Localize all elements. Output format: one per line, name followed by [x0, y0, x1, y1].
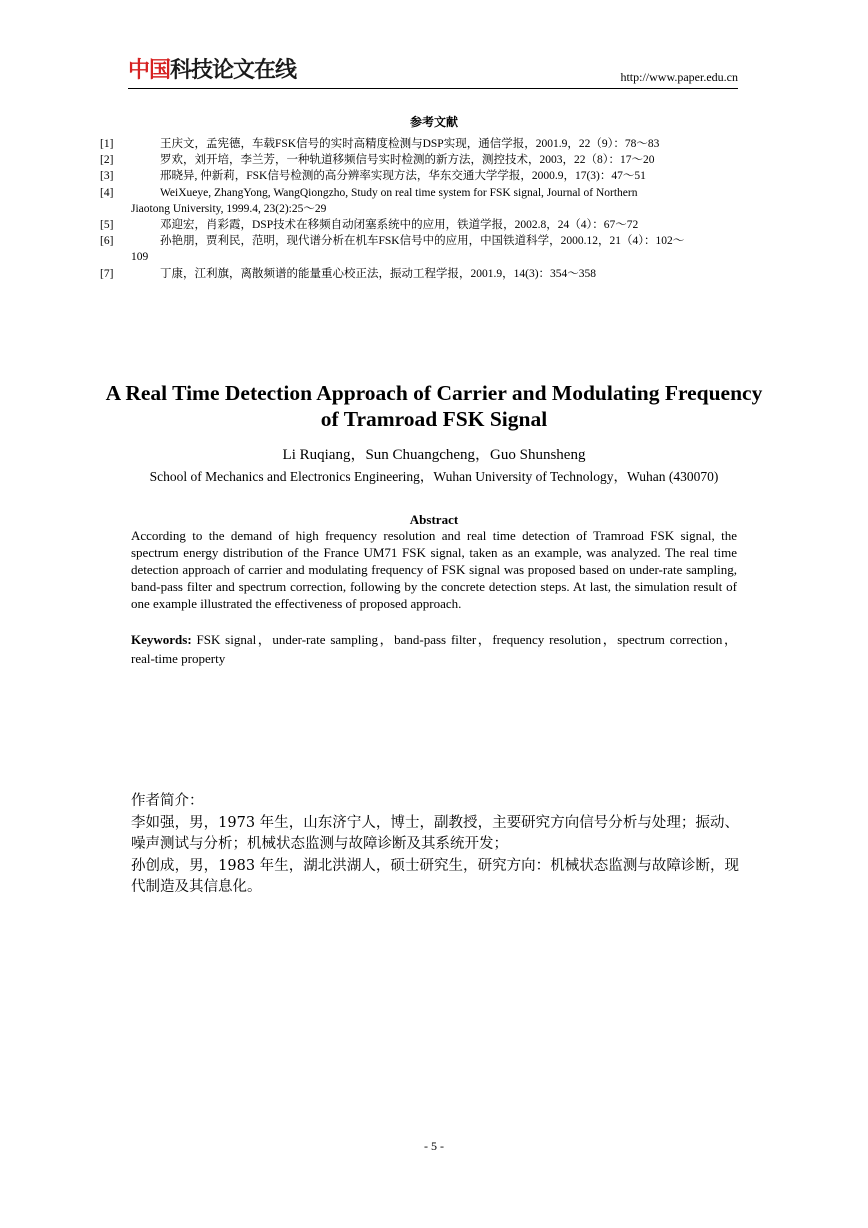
reference-item [100, 152, 740, 168]
keywords [131, 631, 737, 668]
reference-continuation: Jiaotong University, 1999.4, 23(2):25～29 [131, 202, 327, 215]
paper-authors: Li Ruqiang，Sun Chuangcheng，Guo Shunsheng [282, 447, 586, 463]
author-intro [131, 791, 739, 899]
reference-number: [5] [100, 219, 114, 232]
reference-list [100, 136, 740, 282]
header-url[interactable]: http://www.paper.edu.cn [620, 70, 738, 84]
logo-part-red: 中国 [128, 58, 171, 83]
abstract-text: According to the demand of high frequency resolution and real time detection of Tramroad FSK signal, the spectrum energy distribution of the France UM71 FSK signal, taken as an example, was analyzed. The real time detection approach of carrier and modulating frequency of FSK signal was proposed based on under-rate sampling, band-pass filter and spectrum correction, following by the concrete detection steps. At last, the simulation result of one example illustrated the effectiveness of proposed approach. [131, 528, 737, 611]
reference-text: 邢晓异, 仲新莉，FSK信号检测的高分辨率实现方法，华东交通大学学报，2000.9，17(3)：47～51 [160, 170, 646, 183]
paper-affiliation: School of Mechanics and Electronics Engineering，Wuhan University of Technology，Wuhan (430070) [149, 469, 719, 484]
reference-text: 罗欢，刘开培，李兰芳，一种轨道移频信号实时检测的新方法，测控技术，2003，22（8）：17～20 [160, 154, 655, 167]
reference-item [100, 266, 740, 282]
keywords-label: Keywords: [131, 632, 192, 647]
reference-number: [2] [100, 154, 114, 167]
author-intro-line: 李如强，男，1973 年生，山东济宁人，博士，副教授，主要研究方向信号分析与处理；振动、噪声测试与分析；机械状态监测与故障诊断及其系统开发； [131, 814, 739, 852]
reference-continuation: 109 [131, 251, 149, 264]
reference-number: [4] [100, 186, 114, 199]
logo-part-dark: 科技论文在线 [170, 58, 297, 83]
reference-text: WeiXueye, ZhangYong, WangQiongzho, Study on real time system for FSK signal, Journal of Northern [160, 186, 638, 199]
reference-item [100, 233, 740, 249]
reference-item [100, 136, 740, 152]
reference-item [100, 185, 740, 201]
reference-text: 邓迎宏，肖彩霞，DSP技术在移频自动闭塞系统中的应用，铁道学报，2002.8，24（4）：67～72 [160, 219, 639, 232]
references-title: 参考文献 [409, 115, 458, 129]
reference-number: [7] [100, 267, 114, 280]
author-intro-line: 孙创成，男，1983 年生，湖北洪湖人，硕士研究生，研究方向：机械状态监测与故障诊断，现代制造及其信息化。 [131, 857, 739, 895]
reference-text: 王庆文，孟宪德，车载FSK信号的实时高精度检测与DSP实现，通信学报，2001.9，22（9）：78～83 [160, 138, 660, 150]
page-number: - 5 - [424, 1139, 444, 1153]
reference-text: 孙艳朋，贾利民，范明，现代谱分析在机车FSK信号中的应用，中国铁道科学，2000.12，21（4）：102～ [160, 235, 685, 248]
keywords-text: FSK signal，under-rate sampling，band-pass filter，frequency resolution，spectrum correction，real-time property [131, 632, 737, 666]
reference-number: [6] [100, 235, 114, 248]
reference-number: [3] [100, 170, 114, 183]
paper-title: A Real Time Detection Approach of Carrier and Modulating Frequency of Tramroad FSK Signal [105, 381, 763, 431]
reference-text: 丁康，江利旗，离散频谱的能量重心校正法，振动工程学报，2001.9，14(3)：354～358 [160, 267, 597, 280]
reference-item [100, 217, 740, 233]
author-intro-heading: 作者简介： [131, 793, 204, 809]
reference-item [100, 168, 740, 184]
reference-number: [1] [100, 138, 114, 150]
page-header [128, 58, 738, 89]
abstract-heading: Abstract [409, 512, 459, 527]
site-logo [128, 58, 296, 84]
